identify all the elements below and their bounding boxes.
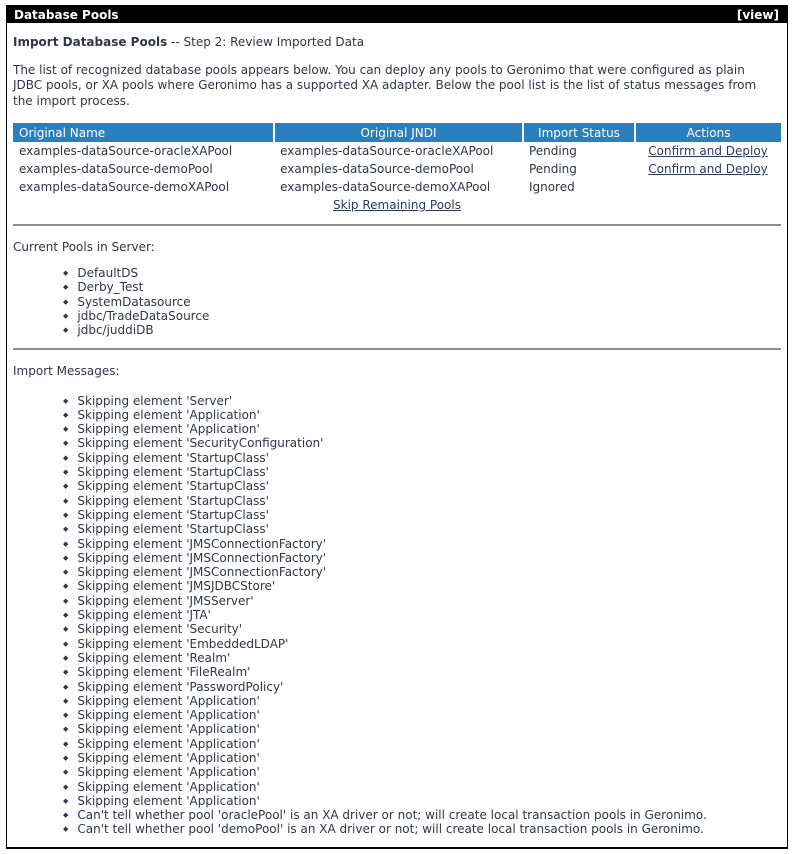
current-pool-item: ◆ DefaultDS	[63, 266, 781, 280]
pool-table-row	[13, 142, 781, 160]
import-message-item: ◆ Skipping element 'Application'	[63, 708, 781, 722]
pool-table-column-header: Actions	[635, 123, 781, 142]
import-message-item: ◆ Skipping element 'Application'	[63, 751, 781, 765]
portlet-content	[7, 23, 787, 847]
skip-row	[13, 196, 781, 214]
import-message-item: ◆ Skipping element 'Application'	[63, 794, 781, 808]
import-message-item: ◆ Skipping element 'StartupClass'	[63, 522, 781, 536]
import-message-item: ◆ Skipping element 'Application'	[63, 694, 781, 708]
pool-table-row	[13, 178, 781, 196]
import-message-item: ◆ Skipping element 'StartupClass'	[63, 508, 781, 522]
divider	[13, 348, 781, 350]
import-message-item: ◆ Skipping element 'Realm'	[63, 651, 781, 665]
import-message-item: ◆ Skipping element 'PasswordPolicy'	[63, 680, 781, 694]
import-message-item: ◆ Skipping element 'Application'	[63, 722, 781, 736]
pool-original-name: examples-dataSource-demoXAPool	[19, 180, 230, 195]
pool-original-name: examples-dataSource-demoPool	[19, 162, 213, 177]
pool-import-status: Ignored	[528, 180, 575, 195]
import-message-item: ◆ Skipping element 'Application'	[63, 765, 781, 779]
pool-table-column-header: Import Status	[523, 123, 635, 142]
step-heading-title: Import Database Pools	[13, 35, 168, 49]
import-message-item: ◆ Skipping element 'JTA'	[63, 608, 781, 622]
import-message-item: ◆ Skipping element 'Server'	[63, 394, 781, 408]
import-message-item: ◆ Skipping element 'EmbeddedLDAP'	[63, 637, 781, 651]
skip-cell	[13, 196, 781, 214]
pool-table-column-header: Original JNDI	[274, 123, 523, 142]
divider	[13, 224, 781, 226]
import-message-item: ◆ Skipping element 'StartupClass'	[63, 451, 781, 465]
pool-actions-cell	[635, 178, 781, 196]
import-message-item: ◆ Skipping element 'StartupClass'	[63, 465, 781, 479]
pool-original-jndi: examples-dataSource-demoPool	[280, 162, 474, 177]
pool-table-row	[13, 160, 781, 178]
current-pool-item: ◆ SystemDatasource	[63, 295, 781, 309]
import-message-item: ◆ Can't tell whether pool 'oraclePool' is an XA driver or not; will create local transaction pools in Geronimo.	[63, 808, 781, 822]
pool-table-column-header: Original Name	[13, 123, 274, 142]
pool-original-jndi: examples-dataSource-demoXAPool	[280, 180, 491, 195]
confirm-and-deploy-link[interactable]: Confirm and Deploy	[648, 162, 768, 177]
import-messages-list	[13, 394, 781, 837]
import-message-item: ◆ Skipping element 'StartupClass'	[63, 479, 781, 493]
step-heading-subtitle: -- Step 2: Review Imported Data	[167, 35, 365, 49]
skip-remaining-pools-link[interactable]: Skip Remaining Pools	[333, 198, 461, 213]
import-message-item: ◆ Skipping element 'JMSServer'	[63, 594, 781, 608]
import-message-item: ◆ Skipping element 'Application'	[63, 422, 781, 436]
confirm-and-deploy-link[interactable]: Confirm and Deploy	[648, 144, 768, 159]
import-message-item: ◆ Skipping element 'Application'	[63, 408, 781, 422]
import-message-item: ◆ Skipping element 'JMSConnectionFactory'	[63, 537, 781, 551]
current-pool-item: ◆ Derby_Test	[63, 280, 781, 294]
import-message-item: ◆ Skipping element 'Application'	[63, 737, 781, 751]
current-pools-list	[13, 266, 781, 337]
import-message-item: ◆ Skipping element 'JMSJDBCStore'	[63, 579, 781, 593]
current-pools-heading: Current Pools in Server:	[13, 240, 155, 255]
step-heading	[13, 35, 781, 49]
pool-import-status: Pending	[528, 162, 577, 177]
current-pool-item: ◆ jdbc/juddiDB	[63, 323, 781, 337]
pool-import-status: Pending	[528, 144, 577, 159]
import-message-item: ◆ Skipping element 'StartupClass'	[63, 494, 781, 508]
view-link[interactable]: [view]	[736, 7, 779, 22]
portlet-title: Database Pools	[14, 7, 119, 22]
import-message-item: ◆ Skipping element 'Application'	[63, 780, 781, 794]
import-messages-heading: Import Messages:	[13, 363, 120, 378]
import-message-item: ◆ Can't tell whether pool 'demoPool' is an XA driver or not; will create local transaction pools in Geronimo.	[63, 822, 781, 836]
import-message-item: ◆ Skipping element 'FileRealm'	[63, 665, 781, 679]
import-message-item: ◆ Skipping element 'JMSConnectionFactory'	[63, 551, 781, 565]
pool-table	[13, 123, 781, 214]
pool-actions-cell	[635, 142, 781, 160]
current-pool-item: ◆ jdbc/TradeDataSource	[63, 309, 781, 323]
intro-text: The list of recognized database pools appears below. You can deploy any pools to Geronimo that were configured as plain JDBC pools, or XA pools where Geronimo has a supported XA adapter. Below the pool list is the list of status messages from the import process.	[13, 63, 757, 108]
import-message-item: ◆ Skipping element 'SecurityConfiguration'	[63, 436, 781, 450]
pool-table-header-row	[13, 123, 781, 142]
import-message-item: ◆ Skipping element 'JMSConnectionFactory'	[63, 565, 781, 579]
database-pools-portlet	[6, 5, 788, 849]
pool-actions-cell	[635, 160, 781, 178]
pool-original-jndi: examples-dataSource-oracleXAPool	[280, 144, 494, 159]
import-message-item: ◆ Skipping element 'Security'	[63, 622, 781, 636]
pool-original-name: examples-dataSource-oracleXAPool	[19, 144, 233, 159]
portlet-titlebar	[7, 6, 787, 23]
